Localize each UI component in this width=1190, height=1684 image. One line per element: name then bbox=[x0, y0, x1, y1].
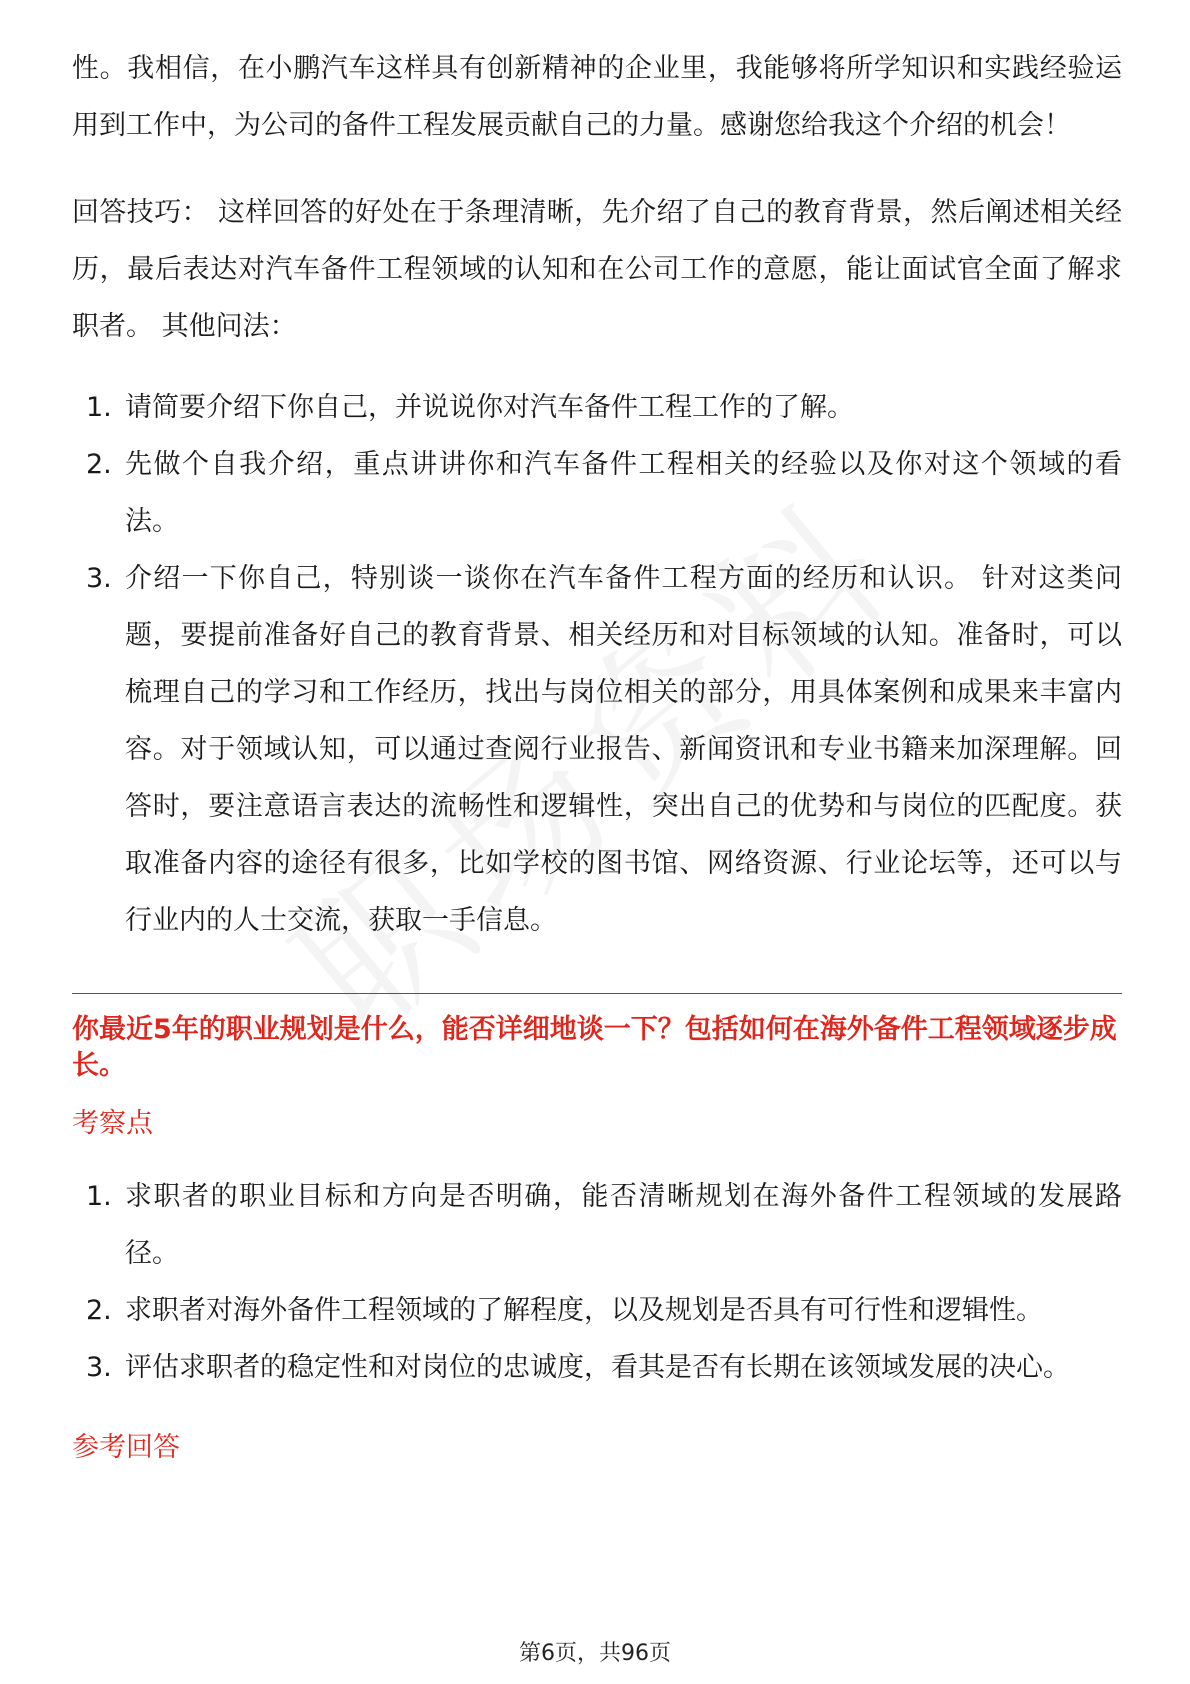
list-number: 2. bbox=[86, 1295, 112, 1326]
reference-answer-title: 参考回答 bbox=[72, 1432, 180, 1463]
list-item-text: 先做个自我介绍，重点讲讲你和汽车备件工程相关的经验以及你对这个领域的看法。 bbox=[125, 449, 1122, 537]
section-divider bbox=[72, 993, 1122, 994]
list-item bbox=[72, 379, 1122, 436]
list-item-text: 介绍一下你自己，特别谈一谈你在汽车备件工程方面的经历和认识。 针对这类问题，要提前准备好自己的教育背景、相关经历和对目标领域的认知。准备时，可以梳理自己的学习和工作经历，找出与岗位相关的部分，用具体案例和成果来丰富内容。对于领域认知，可以通过查阅行业报告、新闻资讯和专业书籍来加深理解。回答时，要注意语言表达的流畅性和逻辑性，突出自己的优势和与岗位的匹配度。获取准备内容的途径有很多，比如学校的图书馆、网络资源、行业论坛等，还可以与行业内的人士交流，获取一手信息。 bbox=[125, 563, 1122, 936]
list-number: 1. bbox=[86, 1181, 112, 1212]
document-page bbox=[72, 40, 1122, 1466]
intro-paragraph: 性。我相信，在小鹏汽车这样具有创新精神的企业里，我能够将所学知识和实践经验运用到工作中，为公司的备件工程发展贡献自己的力量。感谢您给我这个介绍的机会！ bbox=[72, 53, 1122, 141]
list-item bbox=[72, 1282, 1122, 1339]
list-item bbox=[72, 1339, 1122, 1396]
assessment-title: 考察点 bbox=[72, 1108, 153, 1139]
list-item-text: 求职者的职业目标和方向是否明确，能否清晰规划在海外备件工程领域的发展路径。 bbox=[125, 1181, 1122, 1269]
list-item-text: 求职者对海外备件工程领域的了解程度，以及规划是否具有可行性和逻辑性。 bbox=[125, 1295, 1043, 1326]
page-footer: 第6页，共96页 bbox=[519, 1641, 671, 1666]
question-title: 你最近5年的职业规划是什么，能否详细地谈一下？包括如何在海外备件工程领域逐步成长。 bbox=[72, 1014, 1117, 1081]
list-item-text: 请简要介绍下你自己，并说说你对汽车备件工程工作的了解。 bbox=[125, 392, 854, 423]
list-item bbox=[72, 436, 1122, 550]
assessment-points-list bbox=[72, 1168, 1122, 1396]
list-number: 3. bbox=[86, 1352, 112, 1383]
list-number: 3. bbox=[86, 563, 112, 594]
list-number: 2. bbox=[86, 449, 112, 480]
list-item-text: 评估求职者的稳定性和对岗位的忠诚度，看其是否有长期在该领域发展的决心。 bbox=[125, 1352, 1070, 1383]
alt-questions-list bbox=[72, 379, 1122, 949]
list-item bbox=[72, 550, 1122, 949]
tips-paragraph: 回答技巧： 这样回答的好处在于条理清晰，先介绍了自己的教育背景，然后阐述相关经历，最后表达对汽车备件工程领域的认知和在公司工作的意愿，能让面试官全面了解求职者。 其他问法： bbox=[72, 197, 1122, 342]
list-item bbox=[72, 1168, 1122, 1282]
list-number: 1. bbox=[86, 392, 112, 423]
